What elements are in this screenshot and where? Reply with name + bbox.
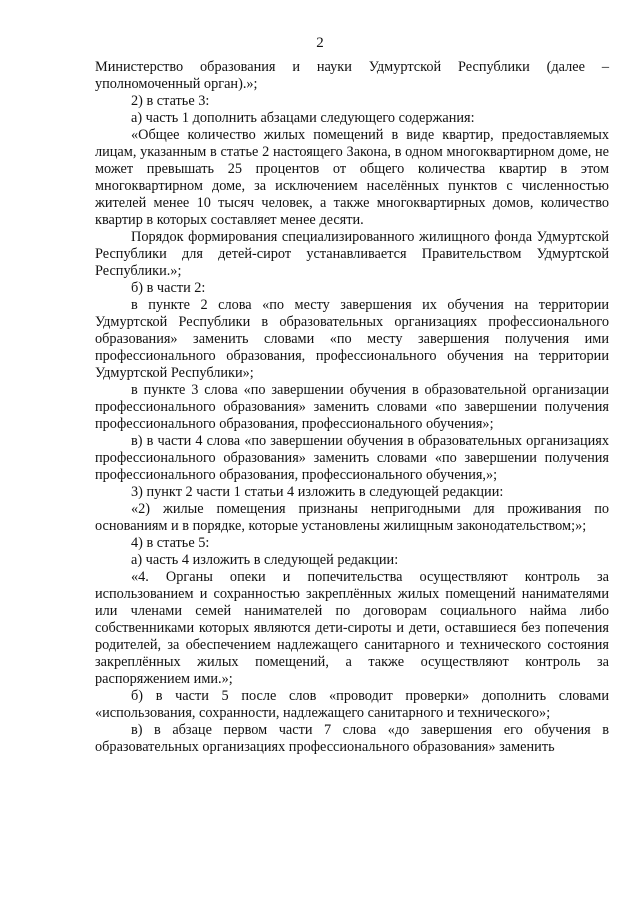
paragraph: Порядок формирования специализированного жилищного фонда Удмуртской Республики для детей-сирот устанавливается Правительством Удмуртской Республики.»;	[95, 229, 609, 279]
paragraph: в пункте 2 слова «по месту завершения их обучения на территории Удмуртской Республики в образовательных организациях профессионального образования» заменить словами «по месту завершения получения ими профессионального образования, профессионального обучения на территории Удмуртской Республики»;	[95, 297, 609, 381]
paragraph: Министерство образования и науки Удмуртской Республики (далее – уполномоченный орган).»;	[95, 59, 609, 92]
paragraph: 3) пункт 2 части 1 статьи 4 изложить в следующей редакции:	[131, 484, 504, 500]
paragraph: в пункте 3 слова «по завершении обучения в образовательной организации профессионального образования» заменить словами «по завершении получения профессионального образования, профессионального обучения»;	[95, 382, 609, 432]
paragraph: 2) в статье 3:	[131, 93, 210, 109]
paragraph: а) часть 1 дополнить абзацами следующего содержания:	[131, 110, 475, 126]
paragraph: «4. Органы опеки и попечительства осуществляют контроль за использованием и сохранностью закреплённых жилых помещений нанимателями или членами семей нанимателей по договорам социального найма либо собственниками которых являются дети-сироты и дети, оставшиеся без попечения родителей, за обеспечением надлежащего санитарного и технического состояния закреплённых жилых помещений, а также осуществляют контроль за распоряжением ими.»;	[95, 569, 609, 687]
paragraph: в) в абзаце первом части 7 слова «до завершения его обучения в образовательных организациях профессионального образования» заменить	[95, 722, 609, 755]
paragraph: б) в части 2:	[131, 280, 206, 296]
paragraph: «2) жилые помещения признаны непригодными для проживания по основаниям и в порядке, которые установлены жилищным законодательством;»;	[95, 501, 609, 534]
document-body	[95, 59, 609, 756]
paragraph: б) в части 5 после слов «проводит проверки» дополнить словами «использования, сохранности, надлежащего санитарного и технического»;	[95, 688, 609, 721]
paragraph: в) в части 4 слова «по завершении обучения в образовательных организациях профессионального образования» заменить словами «по завершении получения профессионального образования, профессионального обучения,»;	[95, 433, 609, 483]
paragraph: 4) в статье 5:	[131, 535, 210, 551]
paragraph: «Общее количество жилых помещений в виде квартир, предоставляемых лицам, указанным в статье 2 настоящего Закона, в одном многоквартирном доме, не может превышать 25 процентов от общего количества квартир в этом многоквартирном доме, за исключением населённых пунктов с численностью жителей менее 10 тысяч человек, а также многоквартирных домов, количество квартир в которых составляет менее десяти.	[95, 127, 609, 228]
paragraph: а) часть 4 изложить в следующей редакции:	[131, 552, 399, 568]
page-number: 2	[316, 35, 324, 51]
